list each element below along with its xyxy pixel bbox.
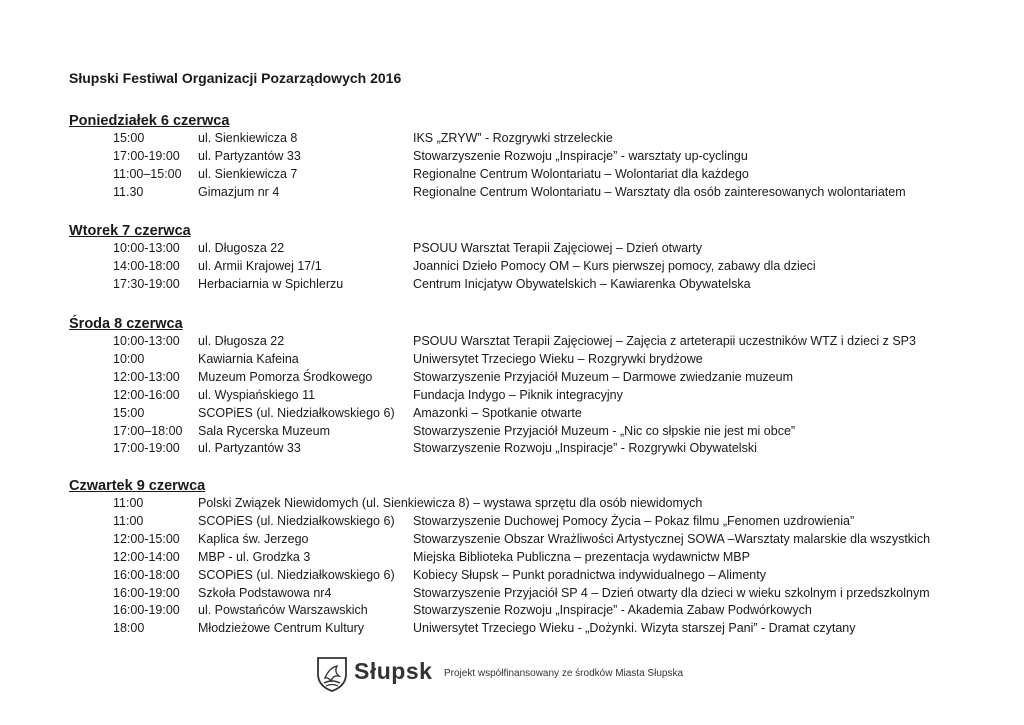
- event-row: [0, 388, 1024, 406]
- event-time: 12:00-15:00: [113, 531, 180, 546]
- event-place: Muzeum Pomorza Środkowego: [198, 369, 373, 384]
- event-organizer: Stowarzyszenie Przyjaciół Muzeum - „Nic co słpskie nie jest mi obce”: [413, 423, 796, 438]
- event-place: ul. Partyzantów 33: [198, 441, 301, 456]
- event-row: [0, 496, 1024, 514]
- event-description: Polski Związek Niewidomych (ul. Sienkiewicza 8) – wystawa sprzętu dla osób niewidomych: [198, 496, 703, 510]
- event-row: [0, 185, 1024, 203]
- event-place: Herbaciarnia w Spichlerzu: [198, 276, 344, 291]
- event-row: [0, 568, 1024, 586]
- event-time: 16:00-19:00: [113, 585, 180, 600]
- slupsk-crest-icon: [312, 654, 352, 694]
- event-organizer: Stowarzyszenie Duchowej Pomocy Życia – Pokaz filmu „Fenomen uzdrowienia”: [413, 513, 855, 528]
- event-organizer: Amazonki – Spotkanie otwarte: [413, 405, 582, 420]
- event-row: [0, 352, 1024, 370]
- event-time: 15:00: [113, 131, 145, 145]
- event-row: [0, 586, 1024, 604]
- event-time: 17:00–18:00: [113, 423, 183, 438]
- event-time: 14:00-18:00: [113, 258, 180, 273]
- event-place: ul. Armii Krajowej 17/1: [198, 258, 322, 273]
- event-organizer: Stowarzyszenie Przyjaciół SP 4 – Dzień otwarty dla dzieci w wieku szkolnym i przedszkolnym: [413, 585, 930, 600]
- event-row: [0, 514, 1024, 532]
- event-place: ul. Długosza 22: [198, 241, 285, 255]
- event-row: [0, 370, 1024, 388]
- event-organizer: PSOUU Warsztat Terapii Zajęciowej – Dzień otwarty: [413, 241, 702, 255]
- event-place: Gimazjum nr 4: [198, 184, 280, 199]
- event-row: [0, 424, 1024, 442]
- day-heading: Poniedziałek 6 czerwca: [69, 113, 230, 129]
- event-organizer: Centrum Inicjatyw Obywatelskich – Kawiarenka Obywatelska: [413, 276, 751, 291]
- event-organizer: Uniwersytet Trzeciego Wieku - „Dożynki. Wizyta starszej Pani” - Dramat czytany: [413, 621, 856, 636]
- event-place: ul. Długosza 22: [198, 334, 285, 348]
- event-organizer: Uniwersytet Trzeciego Wieku – Rozgrywki brydżowe: [413, 351, 703, 366]
- day-heading: Czwartek 9 czerwca: [69, 478, 206, 494]
- event-time: 11:00: [113, 513, 144, 528]
- event-row: [0, 532, 1024, 550]
- event-organizer: Kobiecy Słupsk – Punkt poradnictwa indywidualnego – Alimenty: [413, 567, 766, 582]
- event-time: 11.30: [113, 184, 144, 199]
- event-place: SCOPiES (ul. Niedziałkowskiego 6): [198, 567, 395, 582]
- event-time: 10:00-13:00: [113, 334, 180, 348]
- event-time: 11:00: [113, 496, 144, 510]
- event-organizer: PSOUU Warsztat Terapii Zajęciowej – Zajęcia z arteterapii uczestników WTZ i dzieci z SP3: [413, 334, 916, 348]
- event-time: 16:00-18:00: [113, 567, 180, 582]
- footer-brand: Słupsk: [354, 658, 433, 684]
- event-place: ul. Sienkiewicza 7: [198, 166, 298, 181]
- event-organizer: Regionalne Centrum Wolontariatu – Wolontariat dla każdego: [413, 166, 749, 181]
- event-place: ul. Partyzantów 33: [198, 148, 301, 163]
- day-heading: Środa 8 czerwca: [69, 316, 183, 332]
- event-organizer: Fundacja Indygo – Piknik integracyjny: [413, 387, 623, 402]
- event-place: Kawiarnia Kafeina: [198, 351, 299, 366]
- event-place: SCOPiES (ul. Niedziałkowskiego 6): [198, 513, 395, 528]
- event-time: 18:00: [113, 621, 145, 636]
- event-organizer: Stowarzyszenie Rozwoju „Inspiracje” - warsztaty up-cyclingu: [413, 148, 748, 163]
- event-row: [0, 241, 1024, 259]
- event-organizer: Regionalne Centrum Wolontariatu – Warsztaty dla osób zainteresowanych wolontariatem: [413, 184, 906, 199]
- event-place: Szkoła Podstawowa nr4: [198, 585, 332, 600]
- event-row: [0, 149, 1024, 167]
- event-place: SCOPiES (ul. Niedziałkowskiego 6): [198, 405, 395, 420]
- document-title: Słupski Festiwal Organizacji Pozarządowych 2016: [69, 70, 402, 86]
- event-place: Sala Rycerska Muzeum: [198, 423, 330, 438]
- footer-note: Projekt współfinansowany ze środków Miasta Słupska: [444, 668, 683, 679]
- event-place: ul. Wyspiańskiego 11: [198, 387, 316, 402]
- event-time: 17:00-19:00: [113, 148, 180, 163]
- event-row: [0, 621, 1024, 639]
- event-time: 17:30-19:00: [113, 276, 180, 291]
- event-organizer: Stowarzyszenie Rozwoju „Inspiracje” - Akademia Zabaw Podwórkowych: [413, 603, 812, 618]
- event-time: 16:00-19:00: [113, 603, 180, 618]
- event-time: 12:00-14:00: [113, 549, 180, 564]
- event-row: [0, 406, 1024, 424]
- event-time: 10:00-13:00: [113, 241, 180, 255]
- day-heading: Wtorek 7 czerwca: [69, 223, 191, 239]
- event-row: [0, 441, 1024, 459]
- event-organizer: Stowarzyszenie Rozwoju „Inspiracje” - Rozgrywki Obywatelski: [413, 441, 757, 456]
- event-place: Młodzieżowe Centrum Kultury: [198, 621, 365, 636]
- event-place: ul. Sienkiewicza 8: [198, 131, 298, 145]
- event-row: [0, 334, 1024, 352]
- event-place: MBP - ul. Grodzka 3: [198, 549, 311, 564]
- event-place: Kaplica św. Jerzego: [198, 531, 309, 546]
- event-row: [0, 603, 1024, 621]
- event-organizer: Miejska Biblioteka Publiczna – prezentacja wydawnictw MBP: [413, 549, 750, 564]
- event-row: [0, 550, 1024, 568]
- event-organizer: Stowarzyszenie Obszar Wrażliwości Artystycznej SOWA –Warsztaty malarskie dla wszystkich: [413, 531, 931, 546]
- event-organizer: IKS „ZRYW” - Rozgrywki strzeleckie: [413, 131, 613, 145]
- event-time: 10:00: [113, 351, 145, 366]
- event-organizer: Joannici Dzieło Pomocy OM – Kurs pierwszej pomocy, zabawy dla dzieci: [413, 258, 816, 273]
- event-row: [0, 167, 1024, 185]
- event-row: [0, 277, 1024, 295]
- event-organizer: Stowarzyszenie Przyjaciół Muzeum – Darmowe zwiedzanie muzeum: [413, 369, 793, 384]
- event-time: 12:00-16:00: [113, 387, 180, 402]
- event-time: 15:00: [113, 405, 145, 420]
- event-place: ul. Powstańców Warszawskich: [198, 603, 368, 618]
- event-row: [0, 259, 1024, 277]
- event-time: 12:00-13:00: [113, 369, 180, 384]
- event-time: 11:00–15:00: [113, 166, 182, 181]
- event-time: 17:00-19:00: [113, 441, 180, 456]
- event-row: [0, 131, 1024, 149]
